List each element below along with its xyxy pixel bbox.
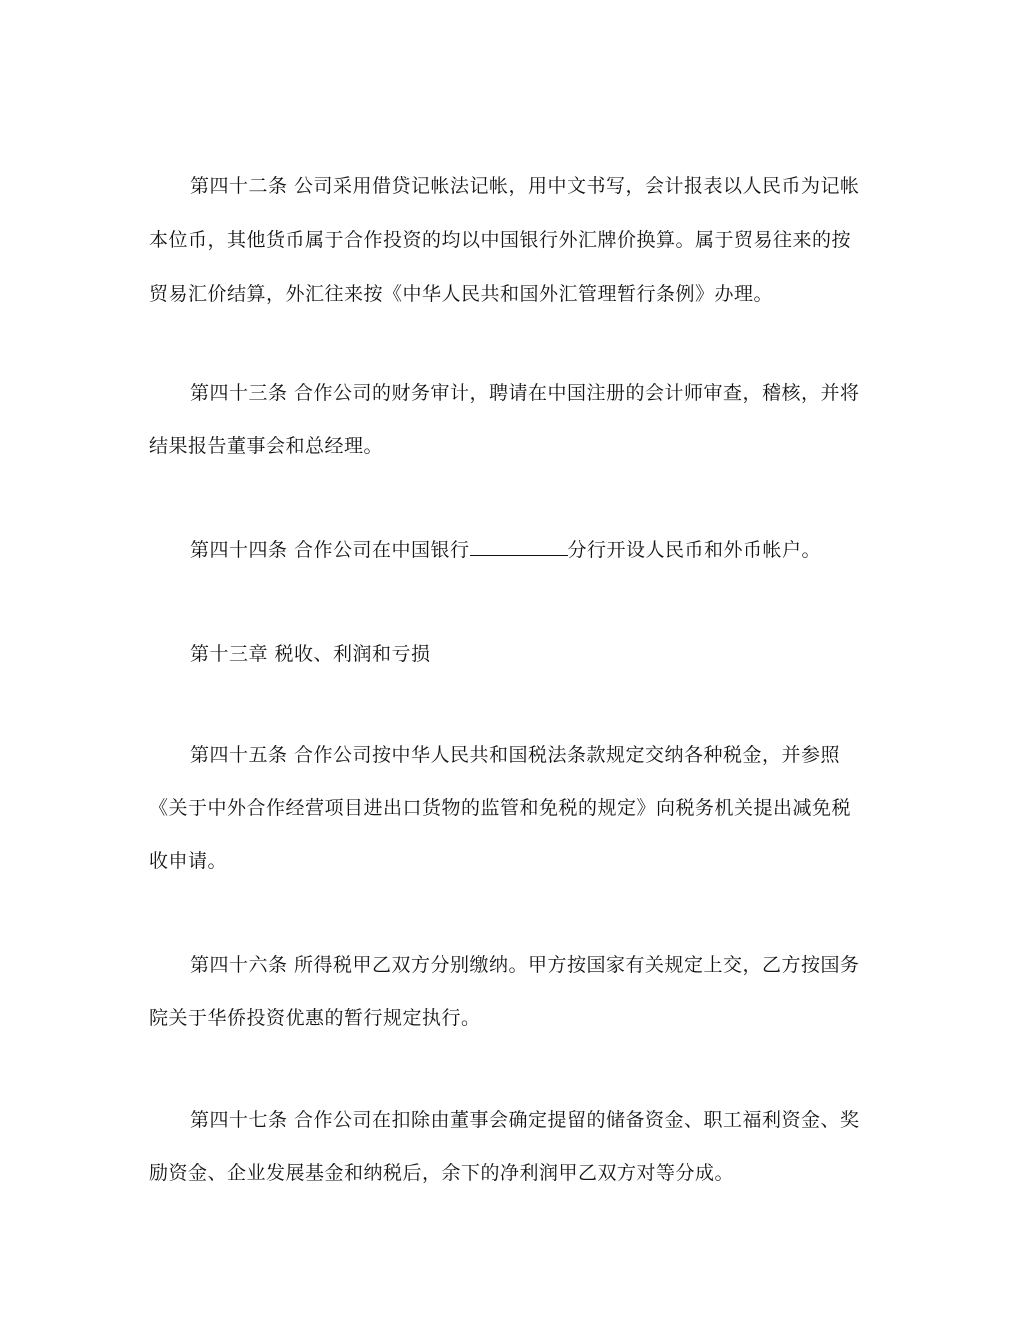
article-44-text-after: 分行开设人民币和外币帐户。 [567,539,822,561]
article-44 [190,537,821,562]
article-42-line-3: 贸易汇价结算，外汇往来按《中华人民共和国外汇管理暂行条例》办理。 [149,283,774,305]
chapter-13-heading: 第十三章 税收、利润和亏损 [190,643,431,665]
article-43-line-2: 结果报告董事会和总经理。 [149,435,384,457]
article-42-line-1: 第四十二条 公司采用借贷记帐法记帐，用中文书写，会计报表以人民币为记帐 [190,175,860,197]
article-46-line-1: 第四十六条 所得税甲乙双方分别缴纳。甲方按国家有关规定上交，乙方按国务 [190,954,860,976]
article-44-text-before: 第四十四条 合作公司在中国银行 [190,539,470,561]
article-47-line-1: 第四十七条 合作公司在扣除由董事会确定提留的储备资金、职工福利资金、奖 [190,1109,860,1131]
article-43-line-1: 第四十三条 合作公司的财务审计，聘请在中国注册的会计师审查，稽核，并将 [190,382,860,404]
article-45-line-2: 《关于中外合作经营项目进出口货物的监管和免税的规定》向税务机关提出减免税 [149,797,852,819]
article-45-line-3: 收申请。 [149,850,228,872]
branch-name-blank [470,537,568,556]
article-45-line-1: 第四十五条 合作公司按中华人民共和国税法条款规定交纳各种税金，并参照 [190,744,841,766]
article-46-line-2: 院关于华侨投资优惠的暂行规定执行。 [149,1007,481,1029]
article-47-line-2: 励资金、企业发展基金和纳税后，余下的净利润甲乙双方对等分成。 [149,1162,735,1184]
article-42-line-2: 本位币，其他货币属于合作投资的均以中国银行外汇牌价换算。属于贸易往来的按 [149,229,852,251]
